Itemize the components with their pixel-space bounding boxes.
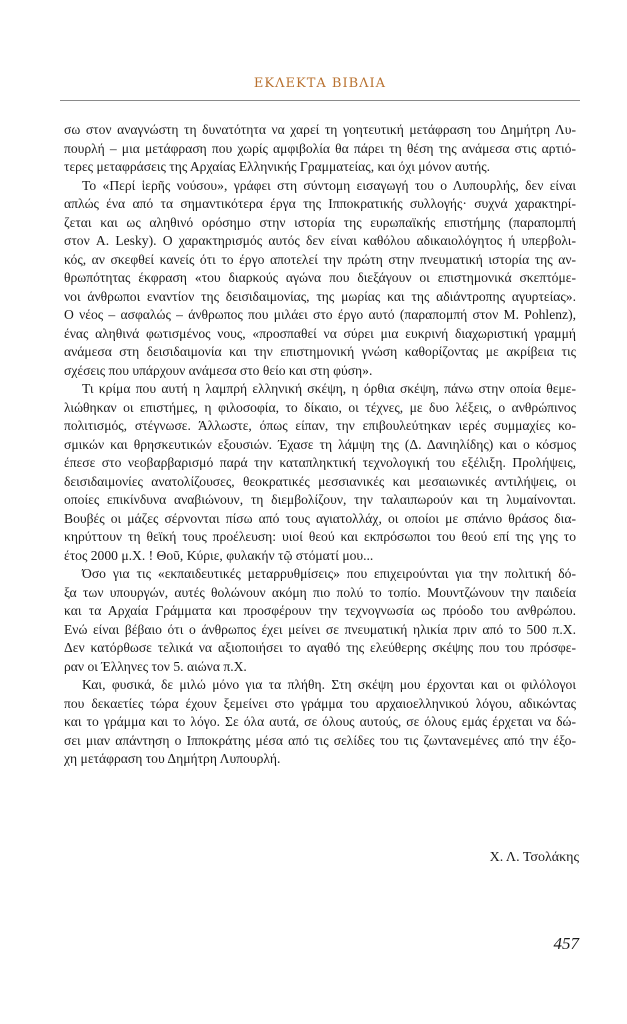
text-line: απλώς ένα από τα σημαντικότερα έργα της Ιπποκρατικής συλλογής· συχνά χαρακτηρί- [64, 196, 576, 211]
paragraph [64, 676, 576, 769]
text-line: Τι κρίμα που αυτή η λαμπρή ελληνική σκέψη, η όρθια σκέψη, πάνω στην οποία θεμε- [82, 381, 576, 396]
text-line: σμικών και θρησκευτικών εξουσιών. Έχασε τη λάμψη της (Δ. Δανιηλίδης) και ο κόσμος [64, 436, 576, 452]
text-line: ραν οι Έλληνες τον 5. αιώνα π.Χ. [64, 658, 247, 674]
text-line: ένας αληθινά φωτισμένος νους, «προσπαθεί να σύρει μια ευκρινή διαχωριστική γραμμή [64, 325, 576, 341]
paragraph [64, 177, 576, 381]
text-line: έπεσε στο νεοβαρβαρισμό παρά την καταπληκτική τεχνολογική του εξέλιξη. Προλήψεις, [64, 455, 576, 470]
text-line: λιώθηκαν οι επιστήμες, η φιλοσοφία, το δίκαιο, οι τέχνες, με δυο λέξεις, ο ανθρώπινος [64, 399, 576, 415]
text-line: νοι άνθρωποι εναντίον της δεισιδαιμονίας, της μωρίας και της αδιάντροπης αγυρτείας». [64, 288, 576, 304]
text-line: Δεν κατόρθωσε τελικά να αξιοποιήσει το αγαθό της ελεύθερης σκέψης που του πρόσφε- [64, 640, 576, 655]
text-line: Όσο για τις «εκπαιδευτικές μεταρρυθμίσεις» που επιχειρούνται για την πολιτική δό- [82, 566, 576, 581]
text-line: θρωπότητας έκφραση «του διαρκούς αγώνα που διεξάγουν οι επιστημονικά σκεπτόμε- [64, 270, 576, 285]
text-line: οποίες επικίνδυνα αναβιώνουν, τη διεμβολίζουν, την ταλαιπωρούν και τη λυμαίνονται. [64, 492, 576, 507]
text-line: ζεται και ως αληθινό ορόσημο στην ιστορία της ευρωπαϊκής επιστήμης (παραπομπή [64, 214, 576, 230]
text-line: πουρλή – μια μετάφραση που χωρίς αμφιβολία θα πάρει τη θέση της ανάμεσα στις αρτιό- [64, 140, 576, 156]
paragraph [64, 565, 576, 676]
text-line: ανάμεσα στη δεισιδαιμονία και την επιστημονική γνώση καθορίζοντας με ακρίβεια τις [64, 344, 576, 359]
text-line: τερες μεταφράσεις της Αρχαίας Ελληνικής Γραμματείας, και όχι μόνον αυτής. [64, 159, 491, 174]
text-line: Και, φυσικά, δε μιλώ μόνο για τα πλήθη. Στη σκέψη μου έρχονται και οι φιλόλογοι [82, 677, 576, 692]
author-signature: Χ. Λ. Τσολάκης [489, 850, 579, 865]
page-number: 457 [553, 934, 579, 953]
text-line: πολιτισμός, στέγνωσε. Άλλωστε, όπως είπαν, την επιβουλεύτηκαν ιερές συμμαχίες κο- [64, 418, 576, 433]
text-line: στον A. Lesky). Ο χαρακτηρισμός αυτός δεν είναι καθόλου αδικαιολόγητος ή υπερβολι- [64, 233, 576, 248]
text-line: Το «Περί ἱερῆς νούσου», γράφει στη σύντομη εισαγωγή του ο Λυπουρλής, δεν είναι [82, 177, 576, 193]
text-line: κός, αν σκεφθεί κανείς ότι το έργο αποτελεί την πρώτη στην πνευματική ιστορία της αν- [64, 251, 576, 267]
paragraph [64, 380, 576, 565]
text-line: έτος 2000 μ.Χ. ! Θοῦ, Κύριε, φυλακήν τῷ στόματί μου... [64, 547, 374, 563]
text-line: και το γράμμα και το λόγο. Σε όλα αυτά, σε όλους αυτούς, σε όλους εμάς έρχεται να δώ- [64, 714, 576, 729]
text-line: Βουβές οι μάζες σέρνονται πίσω από τους αγιατολλάχ, οι οποίοι με σπάνιο θράσος δια- [64, 510, 576, 526]
body-text [64, 121, 576, 769]
text-line: ξα των υπουργών, αυτές θολώνουν ακόμη πιο πολύ το τοπίο. Μουντζώνουν την παιδεία [64, 584, 576, 600]
text-line: Ενώ είναι βέβαιο ότι ο άνθρωπος έχει μείνει σε πνευματική ηλικία πριν από το 500 π.Χ. [64, 621, 576, 637]
running-header: ΕΚΛΕΚΤΑ ΒΙΒΛΙΑ [253, 76, 387, 91]
text-line: δεισιδαιμονίες ανατολίζουσες, θεοκρατικές μεσσιανικές και μεσαιωνικές αντιλήψεις, οι [64, 473, 576, 489]
header-rule [60, 100, 580, 101]
text-line: κηρύττουν τη θεϊκή τους προέλευση: υιοί θεού και εκπρόσωποι του θεού επί της γης το [64, 529, 576, 544]
text-line: που δεκαετίες τώρα έχουν ξεμείνει στο γράμμα του αρχαιοελληνικού λόγου, αδικώντας [64, 695, 576, 711]
text-line: Ο νέος – ασφαλώς – άνθρωπος που μιλάει στο έργο αυτό (παραπομπή στον M. Pohlenz), [64, 307, 576, 322]
text-line: σει μιαν απάντηση ο Ιπποκράτης μέσα από τις σελίδες του τις ζωντανεμένες από την έξο- [64, 732, 576, 748]
paragraph [64, 121, 576, 177]
text-line: χη μετάφραση του Δημήτρη Λυπουρλή. [64, 751, 281, 766]
text-line: και τα Αρχαία Γράμματα και προσφέρουν την τεχνογνωσία ως πρόοδο του ανθρώπου. [64, 603, 576, 618]
text-line: σω στον αναγνώστη τη δυνατότητα να χαρεί τη γοητευτική μετάφραση του Δημήτρη Λυ- [64, 122, 576, 137]
text-line: σχέσεις που υπάρχουν ανάμεσα στο θείο και στη φύση». [64, 362, 373, 378]
